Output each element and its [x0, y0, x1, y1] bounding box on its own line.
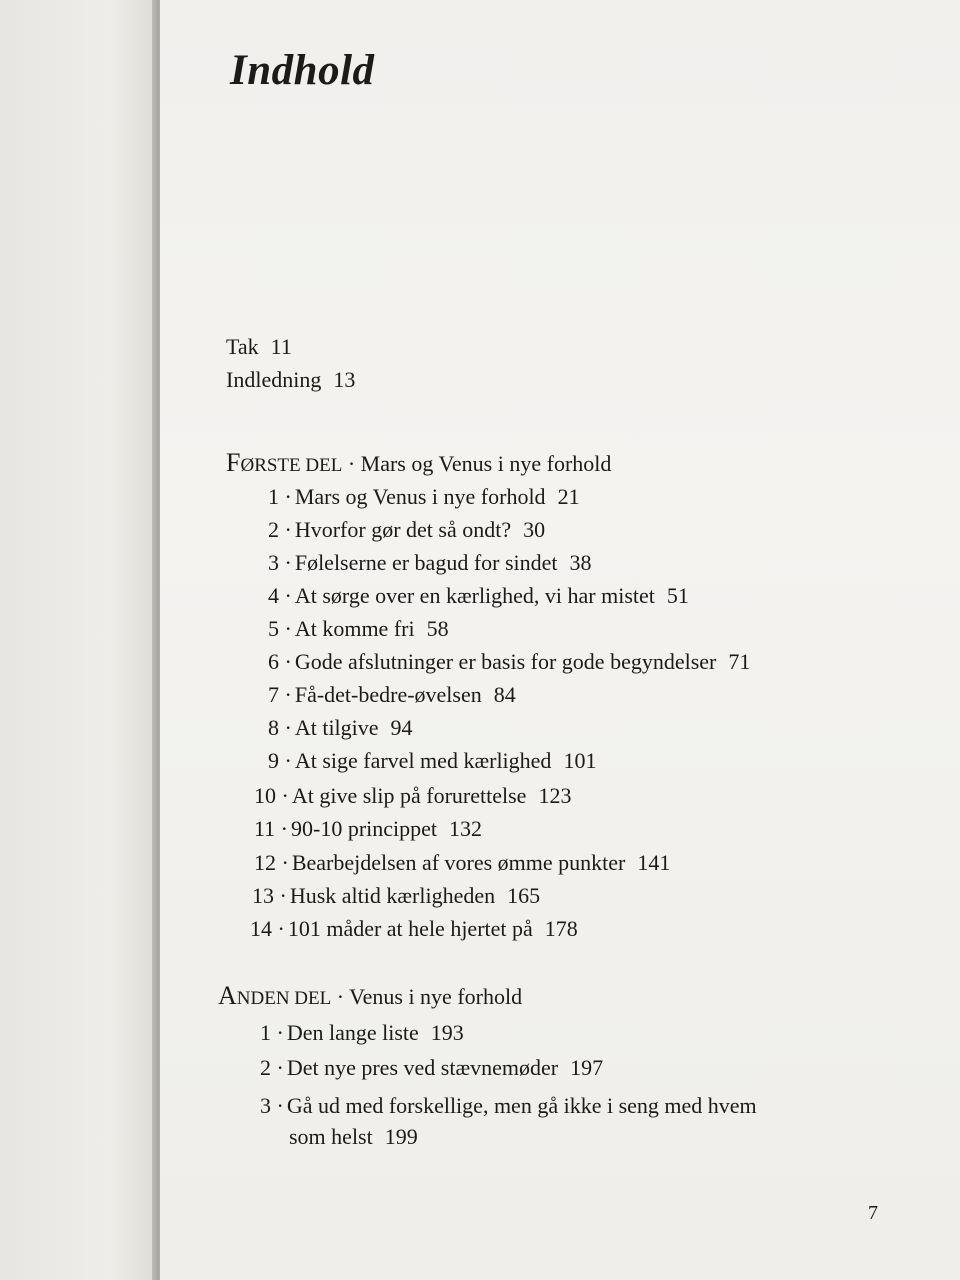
chapter-number: 8 ·	[268, 715, 292, 740]
chapter-number: 14 ·	[250, 916, 285, 941]
chapter-number: 11 ·	[254, 816, 289, 841]
chapter-number: 1 ·	[268, 484, 292, 509]
chapter-page: 132	[449, 816, 483, 841]
chapter-page: 38	[569, 550, 592, 575]
part-heading-first	[226, 448, 611, 478]
chapter-page: 101	[563, 748, 597, 773]
toc-entry	[254, 818, 482, 840]
chapter-page: 165	[507, 883, 541, 908]
chapter-page: 178	[544, 916, 578, 941]
chapter-number: 6 ·	[268, 649, 292, 674]
chapter-title: Den lange liste	[286, 1020, 419, 1045]
toc-entry	[254, 785, 571, 807]
part-initial: F	[226, 448, 241, 477]
chapter-title: At sige farvel med kærlighed	[294, 748, 552, 773]
chapter-title: At komme fri	[294, 616, 415, 641]
page-number: 7	[868, 1202, 878, 1224]
entry-title: Tak	[226, 334, 259, 359]
chapter-number: 7 ·	[268, 682, 292, 707]
chapter-page: 193	[430, 1020, 464, 1045]
chapter-page: 84	[493, 682, 516, 707]
toc-entry	[252, 885, 540, 907]
chapter-number: 5 ·	[268, 616, 292, 641]
chapter-page: 94	[390, 715, 413, 740]
chapter-page: 197	[570, 1055, 604, 1080]
part-heading-second	[218, 981, 522, 1011]
toc-entry	[268, 618, 449, 640]
toc-entry	[260, 1022, 464, 1044]
part-separator: ·	[347, 451, 356, 476]
toc-entry	[268, 519, 545, 541]
chapter-title: 101 måder at hele hjertet på	[287, 916, 533, 941]
chapter-number: 10 ·	[254, 783, 289, 808]
toc-entry	[268, 585, 689, 607]
chapter-page: 58	[426, 616, 449, 641]
chapter-page: 21	[557, 484, 580, 509]
chapter-title: Mars og Venus i nye forhold	[294, 484, 546, 509]
chapter-title: At sørge over en kærlighed, vi har mistet	[294, 583, 655, 608]
toc-entry	[268, 684, 516, 706]
toc-entry	[268, 750, 596, 772]
chapter-title: Det nye pres ved stævnemøder	[286, 1055, 559, 1080]
chapter-page: 71	[728, 649, 751, 674]
chapter-number: 2 ·	[260, 1055, 284, 1080]
entry-page-number: 13	[333, 367, 356, 392]
entry-title: Indledning	[226, 367, 322, 392]
part-title: Venus i nye forhold	[349, 984, 523, 1009]
part-title: Mars og Venus i nye forhold	[360, 451, 612, 476]
front-matter-entry-tak	[226, 336, 292, 358]
chapter-title-continued: som helst	[289, 1124, 373, 1149]
chapter-title: Gå ud med forskellige, men gå ikke i seng med hvem	[286, 1093, 757, 1118]
chapter-title: Hvorfor gør det så ondt?	[294, 517, 512, 542]
chapter-number: 12 ·	[254, 850, 289, 875]
toc-entry	[268, 552, 592, 574]
toc-entry	[260, 1095, 757, 1117]
toc-entry	[268, 651, 750, 673]
chapter-title: Bearbejdelsen af vores ømme punkter	[291, 850, 626, 875]
chapter-title: Gode afslutninger er basis for gode begyndelser	[294, 649, 717, 674]
chapter-number: 3 ·	[268, 550, 292, 575]
chapter-number: 9 ·	[268, 748, 292, 773]
front-matter-entry-indledning	[226, 369, 355, 391]
chapter-page: 30	[523, 517, 546, 542]
chapter-number: 4 ·	[268, 583, 292, 608]
chapter-title: At give slip på forurettelse	[291, 783, 527, 808]
toc-entry	[268, 486, 580, 508]
chapter-title: Husk altid kærligheden	[289, 883, 496, 908]
chapter-number: 13 ·	[252, 883, 287, 908]
entry-page-number: 11	[270, 334, 292, 359]
part-separator: ·	[336, 984, 345, 1009]
toc-entry	[260, 1057, 603, 1079]
part-label: ØRSTE DEL	[240, 455, 343, 476]
chapter-title: 90-10 princippet	[291, 816, 438, 841]
page-title: Indhold	[230, 47, 375, 94]
chapter-number: 3 ·	[260, 1093, 284, 1118]
chapter-page: 51	[666, 583, 689, 608]
facing-page-left	[0, 0, 158, 1280]
toc-entry	[268, 717, 413, 739]
chapter-page: 199	[384, 1124, 418, 1149]
part-initial: A	[218, 981, 237, 1010]
toc-entry	[254, 852, 670, 874]
toc-entry-continuation	[289, 1126, 418, 1148]
chapter-title: Følelserne er bagud for sindet	[294, 550, 558, 575]
chapter-number: 2 ·	[268, 517, 292, 542]
chapter-page: 141	[637, 850, 671, 875]
chapter-title: Få-det-bedre-øvelsen	[294, 682, 482, 707]
chapter-title: At tilgive	[294, 715, 379, 740]
chapter-page: 123	[538, 783, 572, 808]
chapter-number: 1 ·	[260, 1020, 284, 1045]
part-label: NDEN DEL	[236, 988, 332, 1009]
toc-entry	[250, 918, 578, 940]
